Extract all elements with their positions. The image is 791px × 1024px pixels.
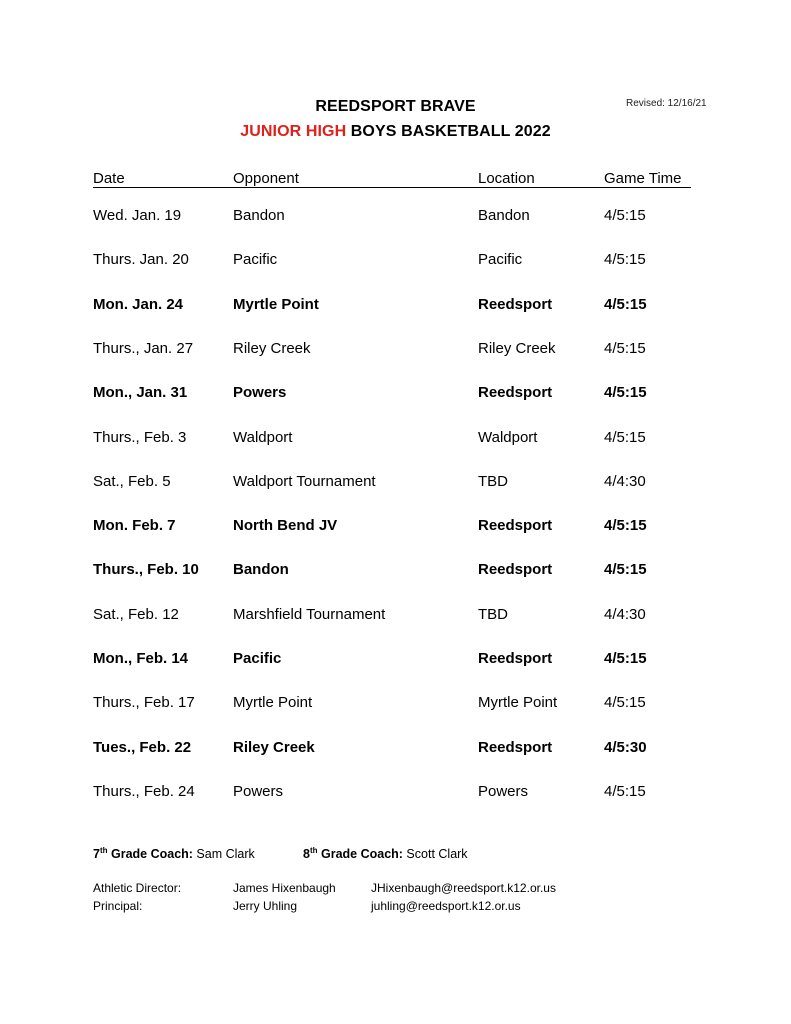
coach-grade: 8 [303, 847, 310, 862]
column-header-date: Date [93, 170, 125, 187]
game-location: Bandon [478, 207, 530, 224]
game-date: Wed. Jan. 19 [93, 207, 182, 224]
subtitle-rest: BOYS BASKETBALL 2022 [346, 123, 551, 140]
athletic-director-title: Athletic Director: [93, 881, 182, 895]
game-location: TBD [478, 606, 508, 623]
table-row [0, 251, 791, 275]
game-opponent: Waldport [233, 429, 293, 446]
revised-date: Revised: 12/16/21 [626, 98, 707, 109]
header-underline [93, 187, 691, 188]
game-time: 4/5:15 [604, 340, 646, 357]
game-opponent: Pacific [233, 251, 278, 268]
coach-grade: 7 [93, 847, 100, 862]
table-row [0, 340, 791, 364]
coach-label: Grade Coach: [317, 847, 403, 862]
game-location: Reedsport [478, 739, 553, 756]
seventh-grade-coach [93, 846, 255, 861]
game-date: Thurs., Feb. 17 [93, 694, 195, 711]
table-row [0, 517, 791, 541]
table-row [0, 429, 791, 453]
game-location: Reedsport [478, 296, 553, 313]
game-opponent: Marshfield Tournament [233, 606, 386, 623]
table-row [0, 606, 791, 630]
game-time: 4/5:15 [604, 694, 646, 711]
game-location: TBD [478, 473, 508, 490]
column-header-game-time: Game Time [604, 170, 682, 187]
coach-name: Sam Clark [192, 847, 255, 862]
game-time: 4/5:15 [604, 650, 647, 667]
game-location: Pacific [478, 251, 523, 268]
game-date: Tues., Feb. 22 [93, 739, 192, 756]
game-date: Thurs., Feb. 3 [93, 429, 187, 446]
game-location: Reedsport [478, 561, 553, 578]
game-location: Reedsport [478, 650, 553, 667]
coach-grade-suffix: th [99, 846, 108, 855]
game-date: Sat., Feb. 12 [93, 606, 179, 623]
game-time: 4/4:30 [604, 473, 646, 490]
game-location: Waldport [478, 429, 538, 446]
game-time: 4/5:15 [604, 561, 647, 578]
game-time: 4/5:15 [604, 296, 647, 313]
game-location: Riley Creek [478, 340, 556, 357]
table-row [0, 296, 791, 320]
table-row [0, 473, 791, 497]
game-date: Mon., Feb. 14 [93, 650, 189, 667]
game-location: Reedsport [478, 517, 553, 534]
principal-email[interactable]: juhling@reedsport.k12.or.us [371, 899, 521, 913]
game-date: Mon., Jan. 31 [93, 384, 188, 401]
game-time: 4/5:15 [604, 207, 646, 224]
athletic-director-name: James Hixenbaugh [233, 881, 336, 895]
game-date: Thurs., Feb. 10 [93, 561, 199, 578]
game-opponent: North Bend JV [233, 517, 338, 534]
page-title: REEDSPORT BRAVE [315, 98, 476, 115]
game-opponent: Waldport Tournament [233, 473, 376, 490]
table-row [0, 739, 791, 763]
athletic-director-email[interactable]: JHixenbaugh@reedsport.k12.or.us [371, 881, 556, 895]
column-header-opponent: Opponent [233, 170, 299, 187]
game-date: Sat., Feb. 5 [93, 473, 171, 490]
game-time: 4/5:15 [604, 783, 646, 800]
coach-grade-suffix: th [309, 846, 318, 855]
table-row [0, 561, 791, 585]
page-subtitle [0, 123, 791, 141]
table-row [0, 694, 791, 718]
game-date: Thurs., Jan. 27 [93, 340, 194, 357]
game-opponent: Riley Creek [233, 340, 311, 357]
game-date: Mon. Feb. 7 [93, 517, 176, 534]
coach-label: Grade Coach: [107, 847, 193, 862]
game-time: 4/5:15 [604, 517, 647, 534]
game-opponent: Powers [233, 384, 287, 401]
table-row [0, 650, 791, 674]
game-opponent: Bandon [233, 207, 285, 224]
game-location: Powers [478, 783, 529, 800]
game-date: Thurs., Feb. 24 [93, 783, 195, 800]
game-location: Reedsport [478, 384, 553, 401]
principal-name: Jerry Uhling [233, 899, 298, 913]
game-time: 4/5:30 [604, 739, 647, 756]
game-opponent: Myrtle Point [233, 296, 319, 313]
game-opponent: Myrtle Point [233, 694, 313, 711]
coach-name: Scott Clark [402, 847, 468, 862]
column-header-location: Location [478, 170, 535, 187]
game-date: Thurs. Jan. 20 [93, 251, 189, 268]
eighth-grade-coach [303, 846, 468, 861]
game-opponent: Bandon [233, 561, 289, 578]
table-row [0, 384, 791, 408]
game-opponent: Pacific [233, 650, 282, 667]
principal-title: Principal: [93, 899, 143, 913]
table-row [0, 207, 791, 231]
game-opponent: Riley Creek [233, 739, 315, 756]
subtitle-highlight: JUNIOR HIGH [240, 123, 347, 140]
game-time: 4/5:15 [604, 251, 646, 268]
game-location: Myrtle Point [478, 694, 558, 711]
table-row [0, 783, 791, 807]
game-time: 4/4:30 [604, 606, 646, 623]
game-time: 4/5:15 [604, 384, 647, 401]
game-date: Mon. Jan. 24 [93, 296, 184, 313]
game-time: 4/5:15 [604, 429, 646, 446]
game-opponent: Powers [233, 783, 284, 800]
